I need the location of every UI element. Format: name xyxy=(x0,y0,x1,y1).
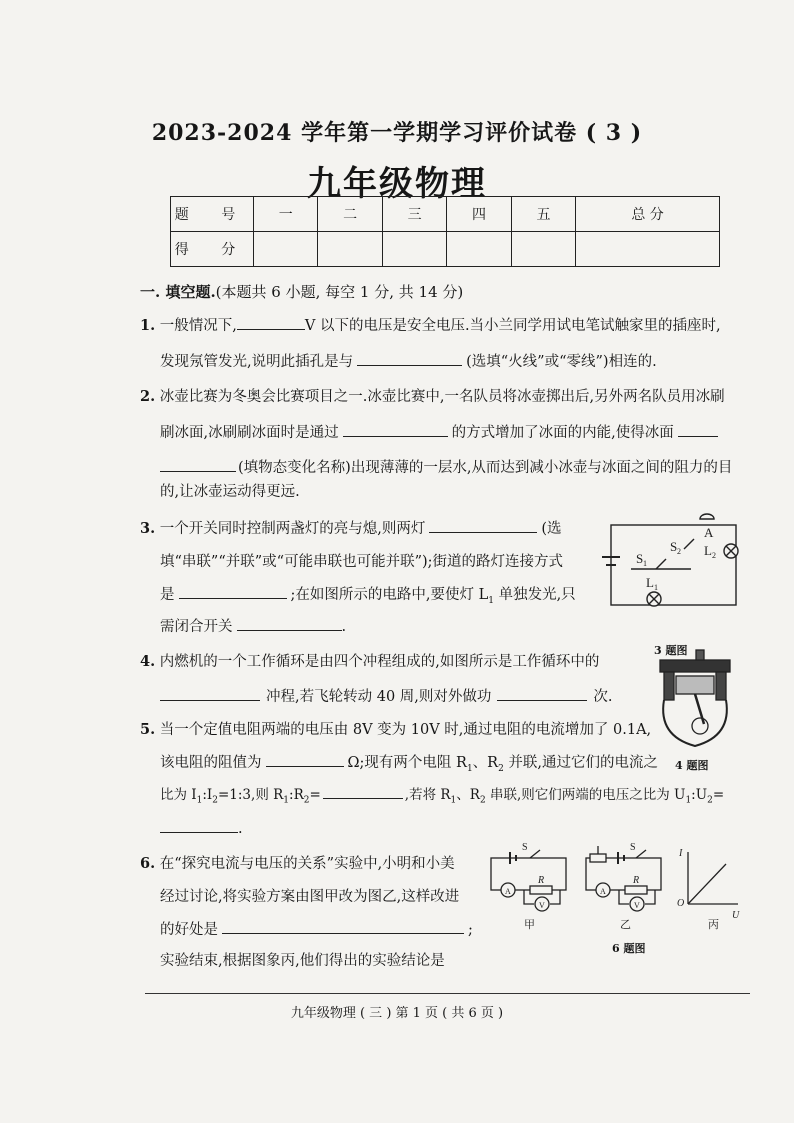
switch-icon xyxy=(636,850,646,858)
question-text: 冰壶比赛为冬奥会比赛项目之一.冰壶比赛中,一名队员将冰壶掷出后,另外两名队员用冰刷 xyxy=(159,389,725,405)
q3-line-4 xyxy=(160,618,346,635)
label-r: R xyxy=(633,875,640,886)
answer-blank[interactable] xyxy=(222,921,464,934)
label-s: S xyxy=(522,842,528,853)
q5-line-1 xyxy=(140,722,651,738)
question-text: 实验结束,根据图象丙,他们得出的实验结论是 xyxy=(160,953,445,969)
question-text: 刷冰面,冰刷刷冰面时是通过 xyxy=(160,425,339,441)
question-text: :R xyxy=(289,787,304,803)
q3-line-1 xyxy=(140,520,562,537)
subscript: 1 xyxy=(488,595,494,606)
answer-blank[interactable] xyxy=(678,424,718,437)
question-text: :U xyxy=(691,787,708,803)
question-number: 4. xyxy=(140,653,156,670)
score-cell: 题 号 xyxy=(171,197,254,232)
q4-line-1 xyxy=(140,654,599,670)
answer-blank[interactable] xyxy=(497,688,587,701)
question-text: :I xyxy=(202,787,213,803)
answer-blank[interactable] xyxy=(357,353,462,366)
label-l2: L xyxy=(704,543,712,558)
score-input-cell[interactable] xyxy=(254,232,318,267)
q2-line-3 xyxy=(160,459,732,476)
q4-engine-figure xyxy=(650,646,740,754)
question-number: 6. xyxy=(140,855,156,872)
label-i: I xyxy=(679,848,683,859)
question-text: 需闭合开关 xyxy=(160,619,233,635)
resistor-icon xyxy=(625,886,647,894)
question-text: 、R xyxy=(456,787,480,803)
subscript: 2 xyxy=(479,795,486,806)
q3-line-3 xyxy=(160,586,576,609)
question-text: (选填“火线”或“零线”)相连的. xyxy=(466,354,657,370)
section-note: (本题共 6 小题, 每空 1 分, 共 14 分) xyxy=(215,283,464,301)
subscript: 1 xyxy=(283,795,290,806)
question-number: 1. xyxy=(140,317,156,334)
question-text: . xyxy=(238,821,243,837)
subscript: 1 xyxy=(466,763,473,774)
answer-blank[interactable] xyxy=(179,586,287,599)
graph-line xyxy=(688,864,726,904)
spark-plug-icon xyxy=(696,650,704,660)
label-jia: 甲 xyxy=(524,919,535,931)
exam-title: 2023-2024 学年第一学期学习评价试卷 ( 3 ) xyxy=(151,120,643,146)
switch-s2-icon xyxy=(684,539,694,549)
label-v: V xyxy=(539,901,545,910)
label-v: V xyxy=(634,901,640,910)
switch-icon xyxy=(530,850,540,858)
score-cell: 总 分 xyxy=(576,197,720,232)
label-l1: L xyxy=(646,575,654,590)
question-text: = xyxy=(712,787,725,803)
question-text: 、R xyxy=(472,755,499,771)
q6-line-4 xyxy=(160,953,445,969)
q2-line-1 xyxy=(140,389,725,405)
q4-line-2 xyxy=(160,688,613,705)
question-text: 的好处是 xyxy=(160,922,218,938)
question-text: 并联,通过它们的电流之 xyxy=(503,755,659,771)
question-text: 的方式增加了冰面的内能,使得冰面 xyxy=(451,425,674,441)
answer-blank[interactable] xyxy=(160,820,238,833)
label-a: A xyxy=(704,525,714,540)
q1-line-2 xyxy=(160,353,657,370)
question-text: (填物态变化名称)出现薄薄的一层水,从而达到减小冰壶与冰面之间的阻力的目 xyxy=(238,460,733,476)
q3-caption: 3 题图 xyxy=(654,644,688,657)
question-text: 一个开关同时控制两盏灯的亮与熄,则两灯 xyxy=(159,521,426,537)
rheostat-icon xyxy=(590,854,606,862)
answer-blank[interactable] xyxy=(237,618,342,631)
q6-line-3 xyxy=(160,921,473,938)
question-text: 经过讨论,将实验方案由图甲改为图乙,这样改进 xyxy=(160,889,460,905)
q4-caption: 4 题图 xyxy=(675,759,709,772)
label-o: O xyxy=(677,898,685,909)
label-subscript: 1 xyxy=(654,583,658,592)
circuit-wire xyxy=(611,525,736,605)
subscript: 1 xyxy=(196,795,203,806)
question-number: 2. xyxy=(140,388,156,405)
resistor-icon xyxy=(530,886,552,894)
label-u: U xyxy=(732,910,740,921)
section-title: 一. 填空题. xyxy=(140,283,216,301)
score-cell: 四 xyxy=(447,197,511,232)
question-text: 的,让冰壶运动得更远. xyxy=(160,484,300,500)
question-text: 内燃机的一个工作循环是由四个冲程组成的,如图所示是工作循环中的 xyxy=(159,654,600,670)
question-text: 在“探究电流与电压的关系”实验中,小明和小美 xyxy=(159,856,455,872)
question-text: 当一个定值电阻两端的电压由 8V 变为 10V 时,通过电阻的电流增加了 0.1A, xyxy=(159,722,652,738)
question-text: Ω;现有两个电阻 R xyxy=(347,755,467,771)
question-text: 发现氖管发光,说明此插孔是与 xyxy=(160,354,354,370)
cylinder-wall xyxy=(716,672,726,700)
subscript: 1 xyxy=(685,795,692,806)
label-subscript: 2 xyxy=(677,547,681,556)
crankcase xyxy=(663,700,727,746)
q1-line-1 xyxy=(140,317,721,334)
cylinder-wall xyxy=(664,672,674,700)
page-footer: 九年级物理 ( 三 ) 第 1 页 ( 共 6 页 ) xyxy=(290,1006,504,1021)
score-input-cell[interactable] xyxy=(318,232,382,267)
crankshaft-icon xyxy=(692,718,708,734)
footer-divider xyxy=(145,993,750,994)
answer-blank[interactable] xyxy=(266,754,344,767)
score-table-row-score xyxy=(171,232,720,267)
q5-line-3 xyxy=(160,786,724,809)
q5-line-4 xyxy=(160,820,243,837)
q3-line-2 xyxy=(160,554,563,570)
q2-line-4 xyxy=(160,484,300,500)
question-number: 5. xyxy=(140,721,156,738)
question-text: 一般情况下, xyxy=(159,318,237,334)
answer-blank[interactable] xyxy=(160,688,260,701)
answer-blank[interactable] xyxy=(237,317,305,330)
subscript: 1 xyxy=(450,795,457,806)
label-subscript: 1 xyxy=(643,559,647,568)
question-text: 比为 I xyxy=(160,787,197,803)
question-text: 串联,则它们两端的电压之比为 U xyxy=(485,787,686,803)
q3-circuit-figure xyxy=(596,505,746,615)
score-cell: 三 xyxy=(382,197,446,232)
question-text: = xyxy=(309,787,321,803)
label-s1: S xyxy=(636,551,644,566)
answer-blank[interactable] xyxy=(429,520,537,533)
section-heading xyxy=(140,281,463,302)
subscript: 2 xyxy=(498,763,504,774)
question-text: ; xyxy=(468,922,473,938)
question-text: 单独发光,只 xyxy=(493,587,576,603)
score-cell: 得 分 xyxy=(171,232,254,267)
label-bing: 丙 xyxy=(708,919,719,931)
question-text: =1:3,则 R xyxy=(217,787,284,803)
question-text: 次. xyxy=(593,689,613,705)
switch-s1-icon xyxy=(656,559,666,569)
subscript: 2 xyxy=(707,795,713,806)
subscript: 2 xyxy=(212,795,218,806)
label-subscript: 2 xyxy=(712,551,716,560)
score-cell: 五 xyxy=(511,197,575,232)
answer-blank[interactable] xyxy=(323,786,403,799)
q5-line-2 xyxy=(160,754,658,777)
label-a: A xyxy=(505,887,511,896)
label-r: R xyxy=(538,875,545,886)
question-text: 冲程,若飞轮转动 40 周,则对外做功 xyxy=(266,689,492,705)
label-yi: 乙 xyxy=(620,919,631,931)
exam-subject: 九年级物理 xyxy=(307,164,487,204)
score-cell: 二 xyxy=(318,197,382,232)
piston-icon xyxy=(676,676,714,694)
question-text: ;在如图所示的电路中,要使灯 L xyxy=(290,587,489,603)
q6-line-2 xyxy=(160,889,459,905)
question-text: V 以下的电压是安全电压.当小兰同学用试电笔试触家里的插座时, xyxy=(304,318,721,334)
score-input-cell[interactable] xyxy=(511,232,575,267)
answer-blank[interactable] xyxy=(343,424,448,437)
q6-figures xyxy=(486,842,751,942)
label-s2: S xyxy=(670,539,678,554)
question-number: 3. xyxy=(140,520,156,537)
label-s: S xyxy=(630,842,636,853)
score-input-cell[interactable] xyxy=(576,232,720,267)
q6-caption: 6 题图 xyxy=(612,942,646,955)
answer-blank[interactable] xyxy=(160,459,236,472)
question-text: . xyxy=(341,619,347,635)
score-table-row-header xyxy=(171,197,720,232)
score-cell: 一 xyxy=(254,197,318,232)
bell-icon xyxy=(700,514,714,519)
q2-line-2 xyxy=(160,424,718,441)
label-a: A xyxy=(600,887,606,896)
question-text: 填“串联”“并联”或“可能串联也可能并联”);街道的路灯连接方式 xyxy=(160,554,564,570)
question-text: (选 xyxy=(541,521,562,537)
question-text: ,若将 R xyxy=(404,787,451,803)
question-text: 该电阻的阻值为 xyxy=(160,755,262,771)
q6-line-1 xyxy=(140,856,455,872)
score-table xyxy=(170,196,720,267)
subscript: 2 xyxy=(303,795,310,806)
cylinder-head xyxy=(660,660,730,672)
score-input-cell[interactable] xyxy=(382,232,446,267)
score-input-cell[interactable] xyxy=(447,232,511,267)
question-text: 是 xyxy=(160,587,175,603)
